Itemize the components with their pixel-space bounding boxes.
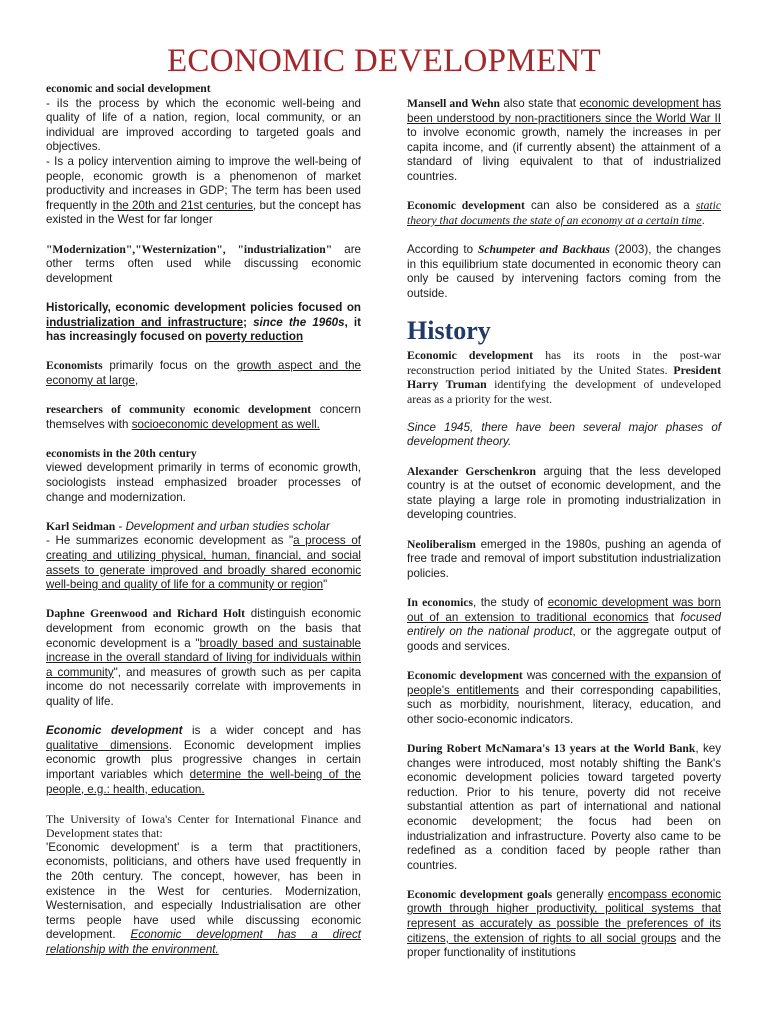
text: , but the concept has existed in the West for far longer — [46, 198, 361, 227]
text: , or the aggregate output of goods and services. — [407, 625, 722, 653]
bold-term: Neoliberalism — [407, 537, 476, 551]
bold-term: During Robert McNamara's 13 years at the World Bank — [407, 741, 696, 755]
left-column — [46, 82, 361, 958]
text: " — [323, 578, 328, 592]
bold-term: In economics — [407, 596, 473, 609]
bold-text: Historically, economic development policies focused on — [46, 300, 361, 314]
text: also state that — [499, 97, 580, 110]
text: has its roots in the post-war reconstruction period initiated by the United States. — [407, 347, 721, 377]
text: 'Economic development' is a term that practitioners, economists, politicians, and others have used frequently in the 20th century. The concept, however, has been in existence in the West for centuries. Modernization, Westernisation, and especially Industrialisation are other terms people have used while discussing economic development. — [46, 840, 361, 942]
text: The University of Iowa's Center for International Finance and Development states that: — [46, 811, 361, 841]
paragraph-researchers — [46, 403, 361, 432]
bold-term: researchers of community economic development — [46, 403, 312, 417]
italic-text: Development and urban studies scholar — [125, 519, 330, 533]
text: primarily focus on the — [102, 359, 237, 373]
underlined-text: broadly based and sustainable increase in the overall standard of living for individuals within a community — [46, 636, 361, 679]
underlined-text: growth aspect and the economy at large — [46, 359, 361, 387]
right-column — [407, 97, 721, 961]
text: and their corresponding capabilities, such as morbidity, nourishment, literacy, education, and other socio-economic indicators. — [407, 683, 721, 726]
text: that — [648, 610, 681, 624]
bold-term: Mansell and Wehn — [407, 97, 500, 110]
bold-term: President Harry Truman — [407, 362, 721, 392]
bold-italic-text: since the 1960s — [253, 315, 345, 329]
subheading: economic and social development — [46, 82, 211, 95]
underlined-text: economic development has been understood by non-practitioners since the World War II — [407, 97, 721, 125]
history-heading: History — [407, 315, 491, 345]
paragraph-goals — [407, 888, 721, 961]
text: According to — [407, 242, 478, 256]
paragraph-gerschenkron — [407, 465, 721, 523]
paragraph-mcnamara — [407, 742, 721, 873]
bold-term: economists in the 20th century — [46, 446, 197, 460]
text: (2003), the changes in this equilibrium state documented in economic theory can only be caused by intervening factors coming from the outside. — [407, 242, 721, 300]
italic-underlined-text: static theory that documents the state of an economy at a certain time — [407, 199, 721, 227]
bold-text: ; — [243, 315, 254, 329]
paragraph-entitlements — [407, 669, 721, 727]
bold-term: Alexander Gerschenkron — [407, 464, 536, 478]
text: - — [115, 519, 126, 533]
text: , key changes were introduced, most notably shifting the Bank's economic development policies toward targeted poverty reduction. Prior to his tenure, poverty did not receive substantial attention as part of international and national economic development; the focus had been on industrialization and infrastructure. Poverty also came to be redefined as a condition faced by people rather than countries. — [407, 741, 722, 872]
section-economic-social-development — [46, 82, 361, 228]
bold-term: Economic development — [407, 668, 523, 682]
paragraph-since-1945: Since 1945, there have been several major phases of development theory. — [407, 420, 721, 449]
paragraph-20th-century — [46, 447, 361, 505]
bold-underlined-text: industrialization and infrastructure — [46, 315, 244, 329]
text: viewed development primarily in terms of economic growth, sociologists instead emphasized broader processes of change and modernization. — [46, 461, 361, 504]
paragraph-karl-seidman — [46, 520, 361, 593]
text: arguing that the less developed country is at the outset of economic development, and the state playing a large role in promoting industrialization in developing countries. — [407, 464, 721, 522]
bold-term: Economists — [46, 359, 103, 373]
underlined-text: socioeconomic development as well. — [131, 417, 320, 431]
text: , the study of — [473, 596, 548, 609]
text: and the proper functionality of institutions — [407, 931, 721, 960]
italic-underlined-text: Economic development has a direct relationship with the environment. — [46, 928, 361, 957]
text: emerged in the 1980s, pushing an agenda of free trade and removal of import substitution industrialization policies. — [407, 537, 721, 580]
paragraph-greenwood-holt — [46, 607, 361, 709]
bold-term: Economic development goals — [407, 887, 553, 901]
bold-term: Karl Seidman — [46, 519, 116, 533]
text: - Is a policy intervention aiming to improve the well-being of people, economic growth is a phenomenon of market productivity and increases in GDP; The term has been used frequently in — [46, 154, 361, 212]
paragraph-static-theory — [407, 199, 721, 228]
paragraph-wider-concept — [46, 724, 361, 797]
paragraph: - iIs the process by which the economic well-being and quality of life of a nation, region, local community, or an individual are improved according to targeted goals and objectives. — [46, 96, 361, 154]
italic-text: focused entirely on the national product — [407, 610, 721, 639]
bold-italic-term: Economic development — [46, 724, 183, 738]
bold-italic-term: Schumpeter and Backhaus — [477, 242, 610, 256]
paragraph-economists — [46, 359, 361, 388]
bold-underlined-text: poverty reduction — [205, 330, 304, 344]
text: concern themselves with — [46, 403, 361, 431]
paragraph-modernization — [46, 243, 361, 287]
bold-term: Daphne Greenwood and Richard Holt — [46, 607, 245, 621]
text: , — [134, 373, 139, 387]
underlined-text: determine the well-being of the people, e.g.: health, education. — [46, 767, 361, 796]
text: . Economic development implies economic growth plus progressive changes in certain important variables which — [46, 738, 361, 781]
text: to involve economic growth, namely the increases in per capita income, and (if currently absent) the attainment of a standard of living equivalent to that of industrialized countries. — [407, 126, 721, 183]
page-title: ECONOMIC DEVELOPMENT — [166, 43, 602, 79]
bold-text: , it has increasingly focused on — [46, 315, 361, 344]
paragraph-schumpeter — [407, 243, 721, 301]
paragraph-iowa — [46, 812, 361, 958]
text: distinguish economic development from economic growth on the basis that economic development is a " — [46, 607, 362, 650]
text: - He summarizes economic development as " — [46, 534, 294, 548]
underlined-text: encompass economic growth through higher productivity, political systems that represent as accurately as possible the preferences of its citizens, the extension of rights to all social groups — [407, 887, 721, 945]
text: are other terms often used while discussing economic development — [46, 242, 362, 285]
text: ", and measures of growth such as per capita income do not necessarily correlate with improvements in quality of life. — [46, 665, 362, 708]
paragraph-historically — [46, 301, 361, 345]
bold-term: Economic development — [407, 199, 525, 213]
bold-term: "Modernization","Westernization", "industrialization" — [46, 242, 333, 256]
underlined-text: economic development was born out of an extension to traditional economics — [407, 596, 721, 624]
text: generally — [552, 887, 608, 901]
text: . — [701, 213, 705, 227]
underlined-text: qualitative dimensions — [46, 738, 169, 752]
underlined-text: a process of creating and utilizing physical, human, financial, and social assets to generate improved and broadly shared economic well-being and quality of life for a community or region — [46, 534, 361, 592]
underlined-text: concerned with the expansion of people's entitlements — [407, 668, 721, 697]
text: was — [522, 668, 552, 682]
text: identifying the development of undeveloped areas as a priority for the west. — [407, 377, 721, 406]
paragraph-in-economics — [407, 596, 721, 654]
paragraph-mansell-wehn — [407, 97, 721, 185]
underlined-text: the 20th and 21st centuries — [112, 198, 253, 212]
text: can also be considered as a — [524, 199, 696, 213]
paragraph-post-war — [407, 348, 721, 406]
bold-term: Economic development — [407, 347, 534, 362]
paragraph-neoliberalism — [407, 538, 721, 582]
text: is a wider concept and has — [182, 724, 362, 738]
